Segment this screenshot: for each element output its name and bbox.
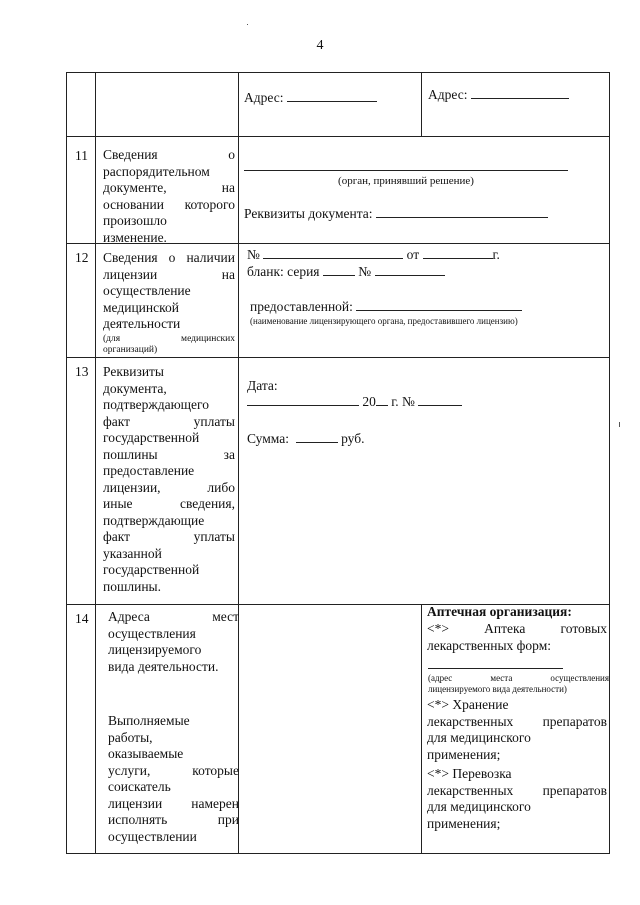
row13-title: Реквизиты документа, подтверждающего факт уплаты государственной пошлины за предоставление лицензии, либо иные сведения, подтверждающие факт уплаты указанной государственной пошлины.: [103, 364, 235, 594]
row-number-14: 14: [75, 611, 89, 626]
page-number: 4: [316, 38, 324, 53]
document-details-field: Реквизиты документа:: [244, 206, 548, 223]
pharmacy-item-1: <*> Аптека готовых лекарственных форм:: [427, 621, 607, 653]
organ-caption: (орган, принявший решение): [338, 175, 474, 187]
storage-item: <*> Хранение лекарственных препаратов для медицинского применения;: [427, 697, 607, 762]
payment-sum-field: Сумма: руб.: [247, 431, 365, 446]
row-number-12: 12: [75, 250, 89, 265]
address-caption: (адрес места осуществления лицензируемого вида деятельности): [428, 673, 609, 694]
row12-note: (для медицинских организаций): [103, 334, 235, 355]
address-field-2: Адрес:: [428, 87, 569, 104]
provided-caption: (наименование лицензирующего органа, предоставившего лицензию): [250, 316, 518, 326]
row12-title: Сведения о наличии лицензии на осуществление медицинской деятельности: [103, 250, 235, 331]
pharmacy-heading: Аптечная организация:: [427, 604, 572, 619]
license-form-field: бланк: серия №: [247, 264, 445, 281]
payment-date-field: 20 г. №: [247, 394, 462, 411]
transport-item: <*> Перевозка лекарственных препаратов для медицинского применения;: [427, 766, 607, 831]
license-number-field: № от г.: [247, 247, 500, 262]
row14-title: Адреса мест осуществления лицензируемого вида деятельности.: [108, 609, 239, 674]
provided-by-field: предоставленной:: [250, 299, 522, 316]
payment-date-label: Дата:: [247, 378, 278, 393]
row11-title: Сведения о распорядительном документе, на основании которого произошло изменение.: [103, 147, 235, 245]
address-field-1: Адрес:: [244, 90, 377, 107]
row-number-13: 13: [75, 364, 89, 379]
row-number-11: 11: [75, 148, 88, 163]
row14-works: Выполняемые работы, оказываемые услуги, которые соискатель лицензии намерен исполнять при осуществлении: [108, 713, 239, 844]
